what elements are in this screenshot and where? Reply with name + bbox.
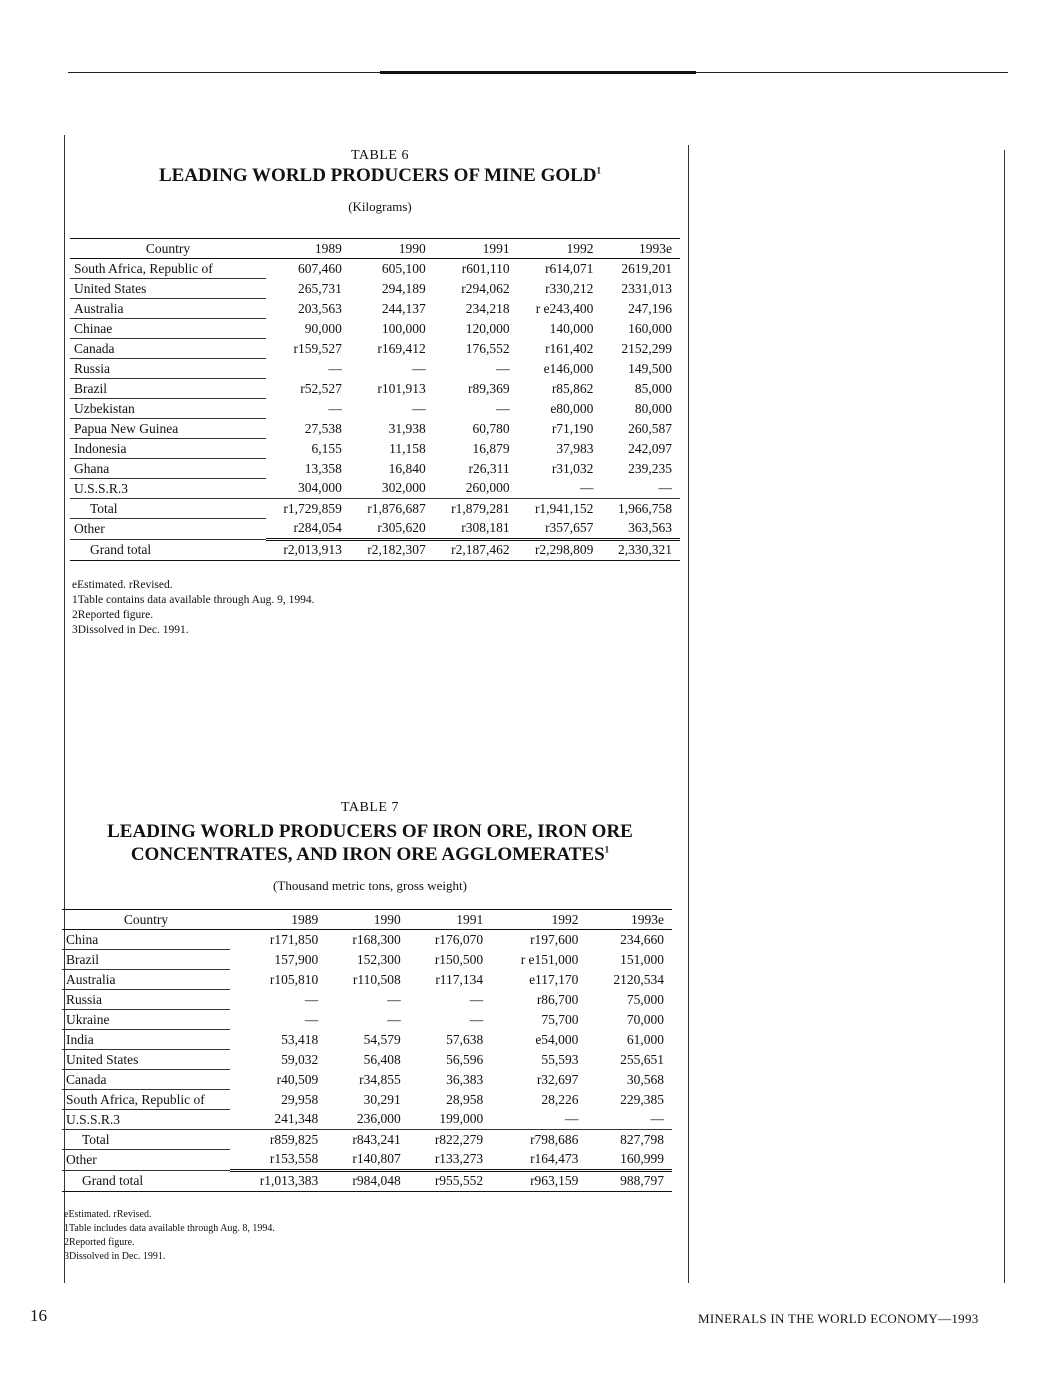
value-cell: 56,408 bbox=[363, 1051, 401, 1067]
column-header: 1989 bbox=[230, 910, 326, 930]
value-cell: r e243,400 bbox=[535, 300, 594, 316]
table6-title: LEADING WORLD PRODUCERS OF MINE GOLD$^1$ bbox=[158, 165, 602, 186]
table-row bbox=[70, 299, 680, 319]
value-cell: r101,913 bbox=[377, 380, 426, 396]
value-cell: r150,500 bbox=[434, 951, 484, 967]
value-cell: 241,348 bbox=[274, 1111, 319, 1127]
value-cell: 57,638 bbox=[446, 1031, 484, 1047]
value-cell: r52,527 bbox=[300, 380, 342, 396]
value-cell: r171,850 bbox=[269, 931, 319, 947]
value-cell: — bbox=[387, 1011, 401, 1027]
table-row bbox=[62, 1030, 672, 1050]
table-row bbox=[70, 379, 680, 399]
table7-title: LEADING WORLD PRODUCERS OF IRON ORE, IRON ORE CONCENTRATES, AND IRON ORE AGGLOMERATES$^1$ bbox=[107, 821, 633, 865]
value-cell: 152,300 bbox=[356, 951, 401, 967]
value-cell: 988,797 bbox=[586, 1170, 672, 1191]
value-cell: r117,134 bbox=[435, 971, 484, 987]
table-row bbox=[62, 1050, 672, 1070]
value-cell: 255,651 bbox=[620, 1051, 664, 1067]
country-cell: Total bbox=[62, 1130, 230, 1150]
table-row bbox=[62, 1010, 672, 1030]
value-cell: 59,032 bbox=[281, 1051, 319, 1067]
value-cell: 140,000 bbox=[549, 320, 594, 336]
value-cell: — bbox=[304, 1011, 319, 1027]
value-cell: 37,983 bbox=[556, 440, 594, 456]
value-cell: 149,500 bbox=[628, 360, 672, 376]
value-cell: 160,999 bbox=[620, 1151, 664, 1166]
table-row bbox=[70, 359, 680, 379]
value-cell: r40,509 bbox=[276, 1071, 319, 1087]
value-cell: 30,291 bbox=[363, 1091, 401, 1107]
top-rule-thick bbox=[380, 71, 696, 74]
footnote: 1Table contains data available through Aug. 9, 1994. bbox=[72, 594, 315, 606]
value-cell: 54,579 bbox=[363, 1031, 401, 1047]
footnote: 1Table includes data available through Aug. 8, 1994. bbox=[64, 1223, 275, 1234]
value-cell: 199,000 bbox=[439, 1111, 484, 1127]
column-header: 1992 bbox=[491, 910, 586, 930]
value-cell: — bbox=[412, 400, 426, 416]
table-row bbox=[62, 930, 672, 950]
value-cell: r86,700 bbox=[536, 991, 579, 1007]
value-cell: 2152,299 bbox=[621, 340, 672, 356]
value-cell: 29,958 bbox=[281, 1091, 319, 1107]
grand-total-row bbox=[62, 1170, 672, 1191]
table6-unit: (Kilograms) bbox=[348, 199, 412, 214]
footnote: 2Reported figure. bbox=[72, 609, 154, 621]
value-cell: r822,279 bbox=[409, 1130, 491, 1150]
value-cell: r197,600 bbox=[530, 931, 579, 947]
value-cell: — bbox=[564, 1111, 579, 1127]
value-cell: r140,807 bbox=[352, 1151, 401, 1166]
value-cell: 2120,534 bbox=[613, 971, 664, 987]
column-header: 1993e bbox=[586, 910, 672, 930]
value-cell: 27,538 bbox=[304, 420, 342, 436]
value-cell: 70,000 bbox=[626, 1011, 664, 1027]
country-cell: South Africa, Republic of bbox=[62, 1090, 230, 1110]
value-cell: r110,508 bbox=[352, 971, 401, 987]
value-cell: 56,596 bbox=[446, 1051, 484, 1067]
value-cell: — bbox=[579, 480, 594, 496]
value-cell: — bbox=[469, 991, 484, 1007]
table-row bbox=[62, 1090, 672, 1110]
value-cell: r284,054 bbox=[293, 520, 342, 535]
value-cell: r955,552 bbox=[409, 1170, 491, 1191]
running-head: MINERALS IN THE WORLD ECONOMY—1993 bbox=[698, 1311, 979, 1326]
value-cell: r105,810 bbox=[269, 971, 319, 987]
country-cell: Grand total bbox=[70, 539, 266, 560]
country-cell: Canada bbox=[70, 339, 266, 359]
country-cell: Brazil bbox=[62, 950, 230, 970]
value-cell: 13,358 bbox=[304, 460, 342, 476]
footnote: eEstimated. rRevised. bbox=[72, 579, 173, 591]
value-cell: e54,000 bbox=[535, 1031, 579, 1047]
table-row bbox=[70, 459, 680, 479]
value-cell: r963,159 bbox=[491, 1170, 586, 1191]
table-row bbox=[62, 970, 672, 990]
value-cell: 827,798 bbox=[586, 1130, 672, 1150]
table-row bbox=[62, 1110, 672, 1130]
value-cell: 236,000 bbox=[356, 1111, 401, 1127]
value-cell: 90,000 bbox=[304, 320, 342, 336]
country-cell: United States bbox=[70, 279, 266, 299]
value-cell: 120,000 bbox=[465, 320, 510, 336]
footnote: eEstimated. rRevised. bbox=[64, 1209, 152, 1220]
value-cell: — bbox=[658, 480, 672, 496]
value-cell: 244,137 bbox=[381, 300, 426, 316]
value-cell: 53,418 bbox=[281, 1031, 319, 1047]
country-cell: U.S.S.R.3 bbox=[70, 479, 266, 499]
value-cell: r1,729,859 bbox=[266, 499, 350, 519]
table-row bbox=[70, 399, 680, 419]
table7-number: TABLE 7 bbox=[341, 800, 399, 815]
table6 bbox=[70, 238, 680, 561]
value-cell: 16,840 bbox=[388, 460, 426, 476]
value-cell: 16,879 bbox=[472, 440, 510, 456]
country-cell: Canada bbox=[62, 1070, 230, 1090]
country-cell: Ghana bbox=[70, 459, 266, 479]
value-cell: 229,385 bbox=[620, 1091, 664, 1107]
country-cell: Brazil bbox=[70, 379, 266, 399]
value-cell: r1,941,152 bbox=[518, 499, 602, 519]
total-row bbox=[62, 1130, 672, 1150]
value-cell: 294,189 bbox=[381, 280, 426, 296]
country-cell: Indonesia bbox=[70, 439, 266, 459]
value-cell: r308,181 bbox=[461, 520, 510, 535]
value-cell: r153,558 bbox=[269, 1151, 319, 1166]
table-row bbox=[62, 950, 672, 970]
footnote: 3Dissolved in Dec. 1991. bbox=[64, 1251, 166, 1262]
table-row bbox=[70, 319, 680, 339]
value-cell: r614,071 bbox=[545, 260, 594, 276]
value-cell: 75,000 bbox=[626, 991, 664, 1007]
value-cell: r164,473 bbox=[530, 1151, 579, 1166]
value-cell: r357,657 bbox=[545, 520, 594, 535]
table-row bbox=[70, 419, 680, 439]
value-cell: 55,593 bbox=[541, 1051, 579, 1067]
value-cell: 85,000 bbox=[634, 380, 672, 396]
value-cell: r1,876,687 bbox=[350, 499, 434, 519]
value-cell: r168,300 bbox=[352, 931, 401, 947]
column-rule bbox=[688, 145, 689, 1283]
value-cell: r2,187,462 bbox=[434, 539, 518, 560]
table-row bbox=[62, 1070, 672, 1090]
value-cell: 11,158 bbox=[389, 440, 426, 456]
value-cell: e117,170 bbox=[529, 971, 579, 987]
value-cell: r161,402 bbox=[545, 340, 594, 356]
value-cell: 260,000 bbox=[465, 480, 510, 496]
value-cell: r798,686 bbox=[491, 1130, 586, 1150]
value-cell: r859,825 bbox=[230, 1130, 326, 1150]
value-cell: — bbox=[469, 1011, 484, 1027]
value-cell: 607,460 bbox=[297, 260, 342, 276]
table7-header-row bbox=[62, 910, 672, 930]
column-header: 1993e bbox=[601, 239, 680, 259]
value-cell: r169,412 bbox=[377, 340, 426, 356]
country-cell: Total bbox=[70, 499, 266, 519]
value-cell: r85,862 bbox=[551, 380, 594, 396]
column-header: Country bbox=[62, 910, 230, 930]
value-cell: 36,383 bbox=[446, 1071, 484, 1087]
value-cell: 239,235 bbox=[628, 460, 672, 476]
value-cell: r843,241 bbox=[326, 1130, 408, 1150]
value-cell: r32,697 bbox=[536, 1071, 579, 1087]
value-cell: 242,097 bbox=[628, 440, 672, 456]
value-cell: 302,000 bbox=[381, 480, 426, 496]
value-cell: 234,660 bbox=[620, 931, 664, 947]
value-cell: r89,369 bbox=[467, 380, 510, 396]
value-cell: — bbox=[387, 991, 401, 1007]
value-cell: r294,062 bbox=[461, 280, 510, 296]
column-header: Country bbox=[70, 239, 266, 259]
value-cell: — bbox=[650, 1111, 664, 1127]
page-number: 16 bbox=[30, 1306, 47, 1325]
value-cell: 176,552 bbox=[465, 340, 510, 356]
column-header: 1990 bbox=[350, 239, 434, 259]
value-cell: 6,155 bbox=[311, 440, 342, 456]
value-cell: r176,070 bbox=[434, 931, 484, 947]
value-cell: r305,620 bbox=[377, 520, 426, 535]
value-cell: — bbox=[412, 360, 426, 376]
value-cell: e146,000 bbox=[543, 360, 594, 376]
value-cell: 61,000 bbox=[626, 1031, 664, 1047]
value-cell: 234,218 bbox=[465, 300, 510, 316]
country-cell: Chinae bbox=[70, 319, 266, 339]
table7-caption bbox=[70, 800, 670, 894]
value-cell: r1,879,281 bbox=[434, 499, 518, 519]
value-cell: — bbox=[304, 991, 319, 1007]
value-cell: 304,000 bbox=[297, 480, 342, 496]
footnote: 3Dissolved in Dec. 1991. bbox=[72, 624, 189, 636]
table7 bbox=[62, 909, 672, 1192]
value-cell: r26,311 bbox=[468, 460, 510, 476]
country-cell: Uzbekistan bbox=[70, 399, 266, 419]
country-cell: Russia bbox=[70, 359, 266, 379]
country-cell: Other bbox=[70, 519, 266, 540]
value-cell: r984,048 bbox=[326, 1170, 408, 1191]
footnote: 2Reported figure. bbox=[64, 1237, 135, 1248]
value-cell: 28,958 bbox=[446, 1091, 484, 1107]
table-row bbox=[70, 279, 680, 299]
column-header: 1990 bbox=[326, 910, 408, 930]
value-cell: 151,000 bbox=[620, 951, 664, 967]
country-cell: Ukraine bbox=[62, 1010, 230, 1030]
table6-number: TABLE 6 bbox=[351, 148, 409, 163]
other-row bbox=[62, 1150, 672, 1171]
table6-footnotes bbox=[72, 578, 315, 638]
country-cell: Australia bbox=[70, 299, 266, 319]
country-cell: U.S.S.R.3 bbox=[62, 1110, 230, 1130]
table6-header-row bbox=[70, 239, 680, 259]
value-cell: — bbox=[496, 400, 510, 416]
country-cell: United States bbox=[62, 1050, 230, 1070]
country-cell: South Africa, Republic of bbox=[70, 259, 266, 279]
value-cell: 265,731 bbox=[297, 280, 342, 296]
column-header: 1991 bbox=[409, 910, 491, 930]
table-row bbox=[70, 339, 680, 359]
value-cell: 247,196 bbox=[628, 300, 672, 316]
table6-caption bbox=[70, 148, 690, 215]
value-cell: 28,226 bbox=[541, 1091, 579, 1107]
value-cell: r34,855 bbox=[359, 1071, 401, 1087]
value-cell: 1,966,758 bbox=[601, 499, 680, 519]
value-cell: e80,000 bbox=[550, 400, 594, 416]
column-header: 1991 bbox=[434, 239, 518, 259]
table7-footnotes bbox=[64, 1208, 275, 1264]
value-cell: r601,110 bbox=[461, 260, 510, 276]
column-header: 1992 bbox=[518, 239, 602, 259]
value-cell: r330,212 bbox=[545, 280, 594, 296]
value-cell: — bbox=[328, 360, 342, 376]
value-cell: r2,182,307 bbox=[350, 539, 434, 560]
value-cell: 363,563 bbox=[628, 520, 672, 535]
value-cell: r31,032 bbox=[551, 460, 594, 476]
value-cell: — bbox=[496, 360, 510, 376]
value-cell: 605,100 bbox=[381, 260, 426, 276]
total-row bbox=[70, 499, 680, 519]
table-row bbox=[70, 479, 680, 499]
value-cell: 160,000 bbox=[628, 320, 672, 336]
table-row bbox=[70, 259, 680, 279]
value-cell: r2,298,809 bbox=[518, 539, 602, 560]
value-cell: — bbox=[328, 400, 342, 416]
country-cell: China bbox=[62, 930, 230, 950]
value-cell: 2619,201 bbox=[621, 260, 672, 276]
value-cell: r2,013,913 bbox=[266, 539, 350, 560]
country-cell: India bbox=[62, 1030, 230, 1050]
country-cell: Papua New Guinea bbox=[70, 419, 266, 439]
table7-unit: (Thousand metric tons, gross weight) bbox=[273, 878, 467, 893]
column-header: 1989 bbox=[266, 239, 350, 259]
right-margin-rule bbox=[1004, 150, 1005, 1283]
value-cell: r71,190 bbox=[551, 420, 594, 436]
country-cell: Russia bbox=[62, 990, 230, 1010]
country-cell: Other bbox=[62, 1150, 230, 1171]
other-row bbox=[70, 519, 680, 540]
value-cell: r133,273 bbox=[434, 1151, 484, 1166]
value-cell: 203,563 bbox=[297, 300, 342, 316]
country-cell: Australia bbox=[62, 970, 230, 990]
value-cell: 260,587 bbox=[628, 420, 672, 436]
table-row bbox=[70, 439, 680, 459]
value-cell: r159,527 bbox=[293, 340, 342, 356]
country-cell: Grand total bbox=[62, 1170, 230, 1191]
value-cell: 80,000 bbox=[634, 400, 672, 416]
value-cell: r e151,000 bbox=[520, 951, 579, 967]
value-cell: 60,780 bbox=[472, 420, 510, 436]
table-row bbox=[62, 990, 672, 1010]
value-cell: 75,700 bbox=[541, 1011, 579, 1027]
value-cell: 2,330,321 bbox=[601, 539, 680, 560]
value-cell: 31,938 bbox=[388, 420, 426, 436]
value-cell: 157,900 bbox=[274, 951, 319, 967]
value-cell: 2331,013 bbox=[621, 280, 672, 296]
value-cell: r1,013,383 bbox=[230, 1170, 326, 1191]
grand-total-row bbox=[70, 539, 680, 560]
value-cell: 100,000 bbox=[381, 320, 426, 336]
value-cell: 30,568 bbox=[626, 1071, 664, 1087]
